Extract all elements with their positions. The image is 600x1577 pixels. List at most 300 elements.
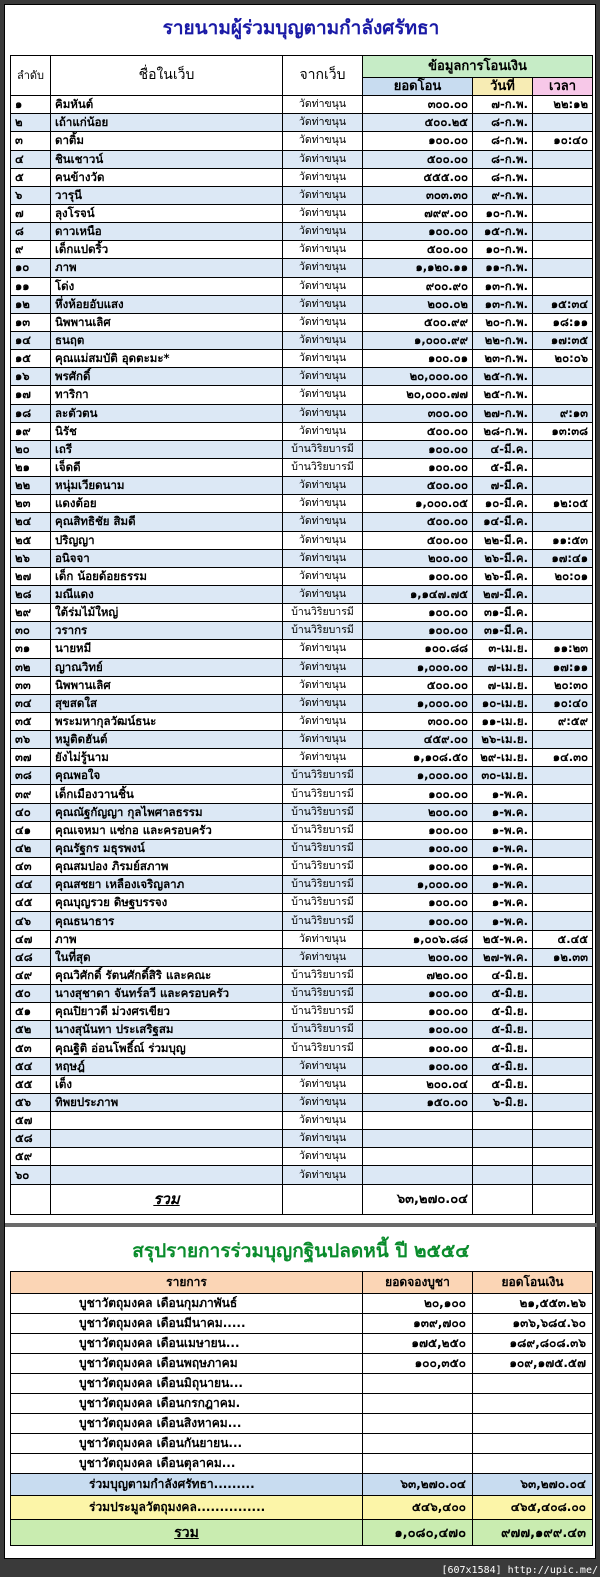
donor-name: เถรี <box>51 440 283 458</box>
summary-transfer: ๑๐๙,๑๗๕.๕๗ <box>473 1354 593 1374</box>
donor-name: ภาพ <box>51 259 283 277</box>
transfer-amount: ๑,๐๐๐.๐๐ <box>363 658 473 676</box>
table-row <box>11 912 593 930</box>
source-web: วัดท่าขนุน <box>283 1130 363 1148</box>
transfer-amount: ๑๐๐.๐๐ <box>363 223 473 241</box>
transfer-date: ๑-พ.ค. <box>473 821 533 839</box>
summary-item: บูชาวัตถุมงคล เดือนกันยายน... <box>11 1434 363 1454</box>
transfer-time <box>533 204 593 222</box>
transfer-time <box>533 440 593 458</box>
source-web: วัดท่าขนุน <box>283 585 363 603</box>
transfer-amount: ๒๐๐.๐๐ <box>363 803 473 821</box>
donor-name: ดาติ้ม <box>51 132 283 150</box>
table-row <box>11 313 593 331</box>
table-row <box>11 404 593 422</box>
donor-name: เด็กแปดริ้ว <box>51 241 283 259</box>
summary-pledge <box>363 1394 473 1414</box>
transfer-date: ๗-เม.ย. <box>473 676 533 694</box>
summary-transfer: ๖๓,๒๗๐.๐๔ <box>473 1474 593 1496</box>
donor-name: นางสุชาดา จันทร์ลวี และครอบครัว <box>51 985 283 1003</box>
table-row <box>11 604 593 622</box>
transfer-date: ๕-มิ.ย. <box>473 985 533 1003</box>
transfer-amount: ๑๐๐.๐๐ <box>363 839 473 857</box>
transfer-date: ๔-มิ.ย. <box>473 966 533 984</box>
transfer-amount: ๗๙๙.๐๐ <box>363 204 473 222</box>
transfer-date: ๕-มิ.ย. <box>473 1021 533 1039</box>
row-number: ๒๖ <box>11 549 51 567</box>
table-row <box>11 114 593 132</box>
source-web: วัดท่าขนุน <box>283 204 363 222</box>
transfer-date: ๒๗-ก.พ. <box>473 404 533 422</box>
row-number: ๔๖ <box>11 912 51 930</box>
transfer-time <box>533 1130 593 1148</box>
transfer-date: ๒๘-ก.พ. <box>473 422 533 440</box>
table-row <box>11 495 593 513</box>
source-web: บ้านวิริยบารมี <box>283 785 363 803</box>
transfer-amount: ๕๐๐.๐๐ <box>363 531 473 549</box>
transfer-time <box>533 894 593 912</box>
donor-table-body <box>11 56 593 1215</box>
summary-row <box>11 1334 593 1354</box>
transfer-date: ๑๕-ก.พ. <box>473 223 533 241</box>
transfer-time <box>533 803 593 821</box>
source-web: วัดท่าขนุน <box>283 241 363 259</box>
transfer-time: ๙:๕๙ <box>533 712 593 730</box>
summary-header-row <box>11 1272 593 1294</box>
table-row <box>11 350 593 368</box>
summary-pledge <box>363 1374 473 1394</box>
donor-name: คุณพอใจ <box>51 767 283 785</box>
table-row <box>11 622 593 640</box>
summary-header-item: รายการ <box>11 1272 363 1294</box>
transfer-amount: ๑๐๐.๐๐ <box>363 604 473 622</box>
row-number: ๔๗ <box>11 930 51 948</box>
source-web: บ้านวิริยบารมี <box>283 858 363 876</box>
donor-name: คุณเจหมา แซ่กอ และครอบครัว <box>51 821 283 839</box>
image-host-stamp: [607x1584] http://upic.me/ <box>441 1565 598 1576</box>
transfer-date: ๑๓-ก.พ. <box>473 277 533 295</box>
transfer-date: ๕-มิ.ย. <box>473 1075 533 1093</box>
transfer-amount: ๑๐๐.๐๐ <box>363 894 473 912</box>
summary-faith-row <box>11 1474 593 1496</box>
transfer-amount: ๑๐๐.๐๐ <box>363 821 473 839</box>
transfer-amount: ๑,๑๒๐.๑๑ <box>363 259 473 277</box>
transfer-date: ๒๗-มี.ค. <box>473 585 533 603</box>
transfer-amount: ๑,๐๐๖.๘๘ <box>363 930 473 948</box>
summary-row <box>11 1454 593 1474</box>
summary-item: บูชาวัตถุมงคล เดือนเมษายน... <box>11 1334 363 1354</box>
row-number: ๒ <box>11 114 51 132</box>
donor-name: คนข้างวัด <box>51 168 283 186</box>
row-number: ๔๘ <box>11 948 51 966</box>
table-row <box>11 1148 593 1166</box>
transfer-time <box>533 1039 593 1057</box>
source-web: วัดท่าขนุน <box>283 731 363 749</box>
transfer-amount: ๑,๐๐๐.๐๐ <box>363 694 473 712</box>
transfer-time <box>533 912 593 930</box>
source-web: บ้านวิริยบารมี <box>283 767 363 785</box>
table-row <box>11 223 593 241</box>
transfer-date: ๑-พ.ค. <box>473 876 533 894</box>
source-web: บ้านวิริยบารมี <box>283 458 363 476</box>
source-web: วัดท่าขนุน <box>283 658 363 676</box>
summary-pledge <box>363 1454 473 1474</box>
transfer-amount: ๑๐๐.๐๐ <box>363 985 473 1003</box>
summary-pledge: ๖๓,๒๗๐.๐๔ <box>363 1474 473 1496</box>
transfer-date: ๑๓-ก.พ. <box>473 295 533 313</box>
transfer-time: ๑๑:๕๓ <box>533 531 593 549</box>
summary-grand-total-row <box>11 1520 593 1546</box>
summary-pledge: ๑๗๕,๒๕๐ <box>363 1334 473 1354</box>
total-label: รวม <box>51 1184 283 1214</box>
row-number: ๕๑ <box>11 1003 51 1021</box>
donor-name: เด็กเมืองวานชิ้น <box>51 785 283 803</box>
source-web: วัดท่าขนุน <box>283 1112 363 1130</box>
transfer-amount: ๑,๐๐๐.๙๙ <box>363 331 473 349</box>
transfer-time: ๒๐:๐๖ <box>533 350 593 368</box>
transfer-date: ๑-พ.ค. <box>473 803 533 821</box>
row-number: ๕๓ <box>11 1039 51 1057</box>
source-web: วัดท่าขนุน <box>283 277 363 295</box>
transfer-time: ๑๗:๔๑ <box>533 549 593 567</box>
transfer-time <box>533 1003 593 1021</box>
source-web: วัดท่าขนุน <box>283 132 363 150</box>
table-row <box>11 277 593 295</box>
table-row <box>11 731 593 749</box>
transfer-time: ๒๒:๑๒ <box>533 96 593 114</box>
transfer-amount: ๑๐๐.๐๐ <box>363 458 473 476</box>
row-number: ๒๕ <box>11 531 51 549</box>
transfer-date <box>473 1148 533 1166</box>
row-number: ๓๓ <box>11 676 51 694</box>
transfer-amount: ๕๐๐.๐๐ <box>363 150 473 168</box>
donor-name: นิรัช <box>51 422 283 440</box>
donor-name: คุณฐิติ อ่อนโพธิ์ณ์ ร่วมบุญ <box>51 1039 283 1057</box>
table-row <box>11 640 593 658</box>
transfer-date: ๘-ก.พ. <box>473 132 533 150</box>
donor-table <box>10 55 593 1215</box>
row-number: ๑๕ <box>11 350 51 368</box>
transfer-date: ๑-พ.ค. <box>473 785 533 803</box>
donor-name <box>51 1112 283 1130</box>
transfer-amount: ๒๐๐.๐๔ <box>363 1075 473 1093</box>
donor-name: เจ็ดดี <box>51 458 283 476</box>
table-row <box>11 132 593 150</box>
transfer-time: ๑๕:๓๔ <box>533 295 593 313</box>
transfer-time <box>533 1021 593 1039</box>
transfer-amount: ๓๐๐.๐๐ <box>363 96 473 114</box>
row-number: ๒๓ <box>11 495 51 513</box>
transfer-date: ๓๐-เม.ย. <box>473 767 533 785</box>
transfer-amount: ๑๐๐.๐๐ <box>363 567 473 585</box>
table-row <box>11 386 593 404</box>
transfer-amount: ๒๐,๐๐๐.๐๐ <box>363 368 473 386</box>
donor-name: หมูติดฮันต์ <box>51 731 283 749</box>
summary-transfer: ๑๘๙,๘๐๘.๓๖ <box>473 1334 593 1354</box>
transfer-amount <box>363 1130 473 1148</box>
summary-item: ร่วมบุญตามกำลังศรัทธา......... <box>11 1474 363 1496</box>
donor-name: ลุงโรจน์ <box>51 204 283 222</box>
transfer-amount: ๑๐๐.๐๐ <box>363 858 473 876</box>
table-row <box>11 96 593 114</box>
table-row <box>11 676 593 694</box>
document-frame <box>4 4 596 1559</box>
summary-item: บูชาวัตถุมงคล เดือนพฤษภาคม <box>11 1354 363 1374</box>
source-web: วัดท่าขนุน <box>283 1166 363 1184</box>
total-blank <box>11 1184 51 1214</box>
donor-name: สุขสดใส <box>51 694 283 712</box>
transfer-date: ๙-ก.พ. <box>473 186 533 204</box>
table-row <box>11 821 593 839</box>
source-web: วัดท่าขนุน <box>283 531 363 549</box>
transfer-amount: ๑๐๐.๐๐ <box>363 1057 473 1075</box>
table-row <box>11 241 593 259</box>
table-row <box>11 1093 593 1111</box>
total-blank <box>533 1184 593 1214</box>
donor-name: เต็ง <box>51 1075 283 1093</box>
row-number: ๓๖ <box>11 731 51 749</box>
transfer-date: ๒๖-เม.ย. <box>473 731 533 749</box>
transfer-amount: ๕๐๐.๐๐ <box>363 513 473 531</box>
transfer-amount: ๒๐,๐๐๐.๗๗ <box>363 386 473 404</box>
transfer-date: ๑๐-มี.ค. <box>473 495 533 513</box>
source-web: บ้านวิริยบารมี <box>283 876 363 894</box>
transfer-time <box>533 585 593 603</box>
donor-name: อนิจจา <box>51 549 283 567</box>
donor-name: เด็ก น้อยด้อยธรรม <box>51 567 283 585</box>
total-blank <box>283 1184 363 1214</box>
transfer-amount: ๑๐๐.๐๐ <box>363 622 473 640</box>
row-number: ๔๓ <box>11 858 51 876</box>
summary-item: บูชาวัตถุมงคล เดือนสิงหาคม... <box>11 1414 363 1434</box>
donor-name: วรากร <box>51 622 283 640</box>
summary-pledge: ๑๓๙,๗๐๐ <box>363 1314 473 1334</box>
donor-name: ยังไม่รู้นาม <box>51 749 283 767</box>
transfer-amount: ๑,๑๔๗.๗๕ <box>363 585 473 603</box>
table-row <box>11 259 593 277</box>
donor-name: คิมหันต์ <box>51 96 283 114</box>
table-row <box>11 1003 593 1021</box>
transfer-time <box>533 150 593 168</box>
row-number: ๕๘ <box>11 1130 51 1148</box>
summary-table <box>10 1271 593 1546</box>
transfer-amount: ๑๐๐.๐๐ <box>363 912 473 930</box>
transfer-time <box>533 259 593 277</box>
source-web: วัดท่าขนุน <box>283 331 363 349</box>
source-web: วัดท่าขนุน <box>283 168 363 186</box>
source-web: บ้านวิริยบารมี <box>283 839 363 857</box>
row-number: ๓ <box>11 132 51 150</box>
donor-name: ภาพ <box>51 930 283 948</box>
table-row <box>11 1130 593 1148</box>
source-web: บ้านวิริยบารมี <box>283 821 363 839</box>
header-name: ชื่อในเว็บ <box>51 56 283 96</box>
source-web: วัดท่าขนุน <box>283 694 363 712</box>
section-divider <box>5 1223 597 1227</box>
transfer-time: ๑๑:๒๓ <box>533 640 593 658</box>
transfer-date: ๓๑-มี.ค. <box>473 604 533 622</box>
transfer-date: ๒๖-มี.ค. <box>473 549 533 567</box>
transfer-amount: ๗๒๐.๐๐ <box>363 966 473 984</box>
source-web: วัดท่าขนุน <box>283 948 363 966</box>
row-number: ๒๗ <box>11 567 51 585</box>
donor-name: พรศักดิ์ <box>51 368 283 386</box>
summary-item: บูชาวัตถุมงคล เดือนตุลาคม... <box>11 1454 363 1474</box>
table-row <box>11 803 593 821</box>
summary-transfer <box>473 1454 593 1474</box>
transfer-amount: ๓๐๐.๐๐ <box>363 404 473 422</box>
summary-transfer <box>473 1374 593 1394</box>
table-row <box>11 839 593 857</box>
transfer-time: ๑๐:๔๐ <box>533 132 593 150</box>
row-number: ๗ <box>11 204 51 222</box>
row-number: ๒๐ <box>11 440 51 458</box>
header-time: เวลา <box>533 78 593 96</box>
transfer-date: ๘-ก.พ. <box>473 168 533 186</box>
donor-name <box>51 1130 283 1148</box>
transfer-amount <box>363 1166 473 1184</box>
summary-pledge <box>363 1414 473 1434</box>
donor-name: วารุนี <box>51 186 283 204</box>
donor-name: ชินเชาวน์ <box>51 150 283 168</box>
donor-name: หึ่งห้อยอับแสง <box>51 295 283 313</box>
transfer-date: ๒๕-พ.ค. <box>473 930 533 948</box>
transfer-time <box>533 386 593 404</box>
table-row <box>11 1112 593 1130</box>
summary-header-transfer: ยอดโอนเงิน <box>473 1272 593 1294</box>
row-number: ๔๔ <box>11 876 51 894</box>
table-row <box>11 477 593 495</box>
donor-name: คุณสมปอง ภิรมย์สภาพ <box>51 858 283 876</box>
row-number: ๒๙ <box>11 604 51 622</box>
table-row <box>11 767 593 785</box>
transfer-time <box>533 839 593 857</box>
transfer-date: ๑-พ.ค. <box>473 839 533 857</box>
table-row <box>11 1166 593 1184</box>
transfer-date: ๒๙-เม.ย. <box>473 749 533 767</box>
row-number: ๓๙ <box>11 785 51 803</box>
row-number: ๒๑ <box>11 458 51 476</box>
transfer-amount: ๕๐๐.๐๐ <box>363 422 473 440</box>
row-number: ๑๙ <box>11 422 51 440</box>
source-web: วัดท่าขนุน <box>283 930 363 948</box>
row-number: ๑๖ <box>11 368 51 386</box>
table-row <box>11 204 593 222</box>
row-number: ๔๒ <box>11 839 51 857</box>
row-number: ๓๘ <box>11 767 51 785</box>
summary-row <box>11 1314 593 1334</box>
table-row <box>11 966 593 984</box>
transfer-time <box>533 114 593 132</box>
row-number: ๕๙ <box>11 1148 51 1166</box>
transfer-time <box>533 821 593 839</box>
source-web: วัดท่าขนุน <box>283 114 363 132</box>
row-number: ๕๔ <box>11 1057 51 1075</box>
transfer-amount: ๒๐๐.๐๐ <box>363 549 473 567</box>
source-web: วัดท่าขนุน <box>283 223 363 241</box>
source-web: วัดท่าขนุน <box>283 676 363 694</box>
row-number: ๑๗ <box>11 386 51 404</box>
summary-item: รวม <box>11 1520 363 1546</box>
transfer-date: ๒๐-ก.พ. <box>473 313 533 331</box>
donor-name: คุณสชยา เหลืองเจริญลาภ <box>51 876 283 894</box>
donor-name: ในที่สุด <box>51 948 283 966</box>
source-web: วัดท่าขนุน <box>283 640 363 658</box>
source-web: บ้านวิริยบารมี <box>283 622 363 640</box>
table-row <box>11 876 593 894</box>
donor-name: ใต้ร่มไม้ใหญ่ <box>51 604 283 622</box>
total-value: ๖๓,๒๗๐.๐๔ <box>363 1184 473 1214</box>
source-web: วัดท่าขนุน <box>283 549 363 567</box>
row-number: ๑๑ <box>11 277 51 295</box>
source-web: บ้านวิริยบารมี <box>283 966 363 984</box>
transfer-amount: ๑๐๐.๐๐ <box>363 785 473 803</box>
row-number: ๑๓ <box>11 313 51 331</box>
donor-name: แดงต้อย <box>51 495 283 513</box>
transfer-amount: ๕๐๐.๐๐ <box>363 241 473 259</box>
source-web: วัดท่าขนุน <box>283 350 363 368</box>
row-number: ๔๑ <box>11 821 51 839</box>
table-row <box>11 440 593 458</box>
summary-transfer <box>473 1434 593 1454</box>
transfer-amount: ๑๐๐.๐๐ <box>363 1021 473 1039</box>
donor-name: ญาณวิทย์ <box>51 658 283 676</box>
total-row <box>11 1184 593 1214</box>
row-number: ๕ <box>11 168 51 186</box>
summary-item: บูชาวัตถุมงคล เดือนกุมภาพันธ์ <box>11 1294 363 1314</box>
row-number: ๓๑ <box>11 640 51 658</box>
summary-row <box>11 1434 593 1454</box>
donor-name: มณีแดง <box>51 585 283 603</box>
transfer-time <box>533 785 593 803</box>
source-web: วัดท่าขนุน <box>283 313 363 331</box>
donor-name: คุณบุญรวย ดิษฐบรรจง <box>51 894 283 912</box>
transfer-time <box>533 966 593 984</box>
transfer-date: ๓-เม.ย. <box>473 640 533 658</box>
table-row <box>11 186 593 204</box>
transfer-date: ๕-มี.ค. <box>473 458 533 476</box>
source-web: วัดท่าขนุน <box>283 1057 363 1075</box>
donor-name: หฤษฎ์ <box>51 1057 283 1075</box>
donor-name: นางสุนันทา ประเสริฐสม <box>51 1021 283 1039</box>
table-row <box>11 930 593 948</box>
transfer-amount: ๑,๑๐๘.๕๐ <box>363 749 473 767</box>
source-web: วัดท่าขนุน <box>283 1093 363 1111</box>
row-number: ๕๗ <box>11 1112 51 1130</box>
transfer-date: ๑๑-เม.ย. <box>473 712 533 730</box>
table-row <box>11 295 593 313</box>
transfer-time <box>533 186 593 204</box>
donor-name: ปริญญา <box>51 531 283 549</box>
summary-table-body <box>11 1272 593 1546</box>
row-number: ๑๐ <box>11 259 51 277</box>
row-number: ๑๔ <box>11 331 51 349</box>
transfer-date: ๒๒-มี.ค. <box>473 531 533 549</box>
transfer-time <box>533 1166 593 1184</box>
transfer-time <box>533 876 593 894</box>
table-row <box>11 168 593 186</box>
summary-item: ร่วมประมูลวัตถุมงคล............... <box>11 1496 363 1520</box>
transfer-amount: ๕๐๐.๒๕ <box>363 114 473 132</box>
transfer-amount: ๕๕๕.๐๐ <box>363 168 473 186</box>
transfer-time: ๑๒.๓๓ <box>533 948 593 966</box>
transfer-date: ๑๐-เม.ย. <box>473 694 533 712</box>
transfer-time <box>533 241 593 259</box>
row-number: ๑๘ <box>11 404 51 422</box>
source-web: วัดท่าขนุน <box>283 368 363 386</box>
table-row <box>11 585 593 603</box>
row-number: ๓๕ <box>11 712 51 730</box>
